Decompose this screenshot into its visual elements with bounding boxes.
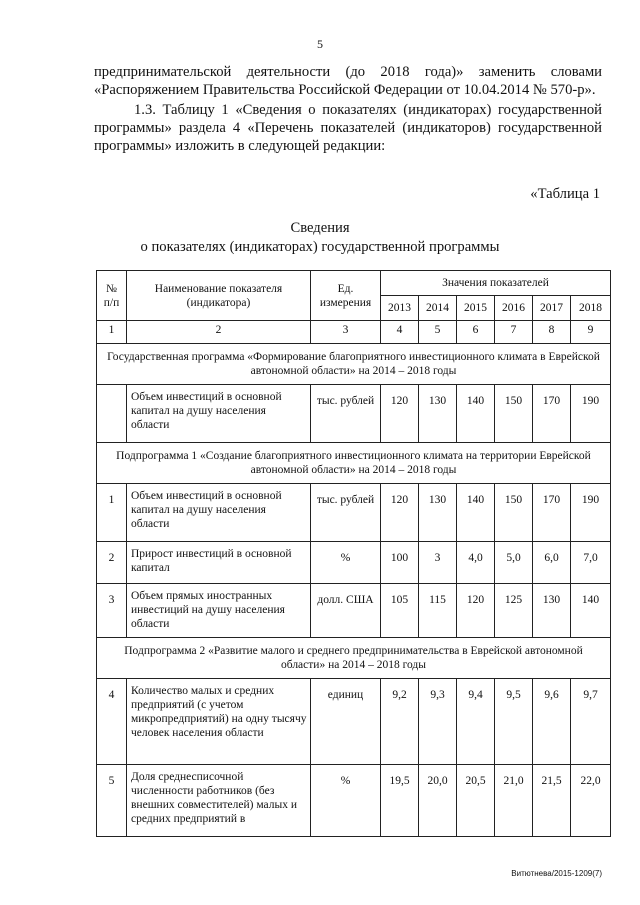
column-number: 2 [127, 321, 311, 344]
indicator-name: Объем инвестиций в основной капитал на душу населения области [127, 484, 311, 542]
table-row [97, 584, 611, 638]
header-year: 2016 [495, 296, 533, 321]
section-title-subprogram-1: Подпрограмма 1 «Создание благоприятного инвестиционного климата на территории Еврейской автономной области» на 2014 – 2018 годы [97, 443, 611, 484]
value-cell: 140 [457, 385, 495, 443]
caption-line-1: Сведения [290, 220, 350, 236]
indicator-unit: тыс. рублей [311, 484, 381, 542]
row-number: 4 [97, 679, 127, 765]
section-row-subprogram-1 [97, 443, 611, 484]
value-cell: 115 [419, 584, 457, 638]
value-cell: 120 [381, 385, 419, 443]
header-row-1 [97, 271, 611, 296]
column-number: 7 [495, 321, 533, 344]
value-cell: 190 [571, 484, 611, 542]
value-cell: 20,0 [419, 765, 457, 837]
value-cell: 140 [571, 584, 611, 638]
value-cell: 150 [495, 484, 533, 542]
table-row [97, 765, 611, 837]
header-name: Наименование показателя (индикатора) [127, 271, 311, 321]
table-row [97, 484, 611, 542]
value-cell: 130 [419, 484, 457, 542]
value-cell: 9,2 [381, 679, 419, 765]
value-cell: 170 [533, 385, 571, 443]
value-cell: 21,0 [495, 765, 533, 837]
value-cell: 19,5 [381, 765, 419, 837]
value-cell: 150 [495, 385, 533, 443]
header-year: 2017 [533, 296, 571, 321]
indicators-table [96, 270, 611, 837]
column-number: 9 [571, 321, 611, 344]
indicator-name: Количество малых и средних предприятий (с учетом микропредприятий) на одну тысячу человек населения области [127, 679, 311, 765]
row-number: 1 [97, 484, 127, 542]
indicator-name: Доля среднесписочной численности работников (без внешних совместителей) малых и средних предприятий в [127, 765, 311, 837]
header-year: 2015 [457, 296, 495, 321]
section-row-subprogram-2 [97, 638, 611, 679]
indicator-unit: тыс. рублей [311, 385, 381, 443]
value-cell: 105 [381, 584, 419, 638]
value-cell: 140 [457, 484, 495, 542]
indicator-unit: % [311, 765, 381, 837]
value-cell: 7,0 [571, 542, 611, 584]
table-caption [0, 219, 640, 257]
value-cell: 3 [419, 542, 457, 584]
body-text [94, 63, 602, 155]
indicator-name: Прирост инвестиций в основной капитал [127, 542, 311, 584]
value-cell: 125 [495, 584, 533, 638]
table-row [97, 385, 611, 443]
paragraph-1: предпринимательской деятельности (до 2018 года)» заменить словами «Распоряжением Правительства Российской Федерации от 10.04.2014 № 570-р». [94, 64, 602, 98]
header-year: 2014 [419, 296, 457, 321]
indicator-unit: % [311, 542, 381, 584]
value-cell: 100 [381, 542, 419, 584]
column-number: 1 [97, 321, 127, 344]
value-cell: 130 [533, 584, 571, 638]
value-cell: 9,7 [571, 679, 611, 765]
column-number: 4 [381, 321, 419, 344]
value-cell: 9,3 [419, 679, 457, 765]
section-title-subprogram-2: Подпрограмма 2 «Развитие малого и среднего предпринимательства в Еврейской автономной области» на 2014 – 2018 годы [97, 638, 611, 679]
value-cell: 120 [457, 584, 495, 638]
header-unit: Ед. измерения [311, 271, 381, 321]
value-cell: 9,5 [495, 679, 533, 765]
value-cell: 22,0 [571, 765, 611, 837]
value-cell: 9,6 [533, 679, 571, 765]
document-footer: Витютнева/2015-1209(7) [511, 869, 602, 878]
value-cell: 21,5 [533, 765, 571, 837]
indicator-name: Объем инвестиций в основной капитал на душу населения области [127, 385, 311, 443]
table-row [97, 679, 611, 765]
value-cell: 9,4 [457, 679, 495, 765]
value-cell: 190 [571, 385, 611, 443]
header-num: № п/п [97, 271, 127, 321]
value-cell: 170 [533, 484, 571, 542]
section-row-program [97, 344, 611, 385]
value-cell: 120 [381, 484, 419, 542]
row-number: 3 [97, 584, 127, 638]
header-values: Значения показателей [381, 271, 611, 296]
table-row [97, 542, 611, 584]
row-number [97, 385, 127, 443]
header-year: 2013 [381, 296, 419, 321]
value-cell: 6,0 [533, 542, 571, 584]
column-number: 5 [419, 321, 457, 344]
value-cell: 130 [419, 385, 457, 443]
value-cell: 4,0 [457, 542, 495, 584]
section-title-program: Государственная программа «Формирование благоприятного инвестиционного климата в Еврейской автономной области» на 2014 – 2018 годы [97, 344, 611, 385]
row-number: 5 [97, 765, 127, 837]
caption-line-2: о показателях (индикаторах) государственной программы [140, 239, 500, 255]
page-number: 5 [317, 37, 323, 51]
column-number-row [97, 321, 611, 344]
paragraph-2: 1.3. Таблицу 1 «Сведения о показателях (индикаторах) государственной программы» раздела 4 «Перечень показателей (индикаторов) государственной программы» изложить в следующей редакции: [94, 102, 602, 154]
indicator-name: Объем прямых иностранных инвестиций на душу населения области [127, 584, 311, 638]
indicator-unit: долл. США [311, 584, 381, 638]
table-reference: «Таблица 1 [530, 186, 600, 202]
header-year: 2018 [571, 296, 611, 321]
indicator-unit: единиц [311, 679, 381, 765]
row-number: 2 [97, 542, 127, 584]
value-cell: 5,0 [495, 542, 533, 584]
value-cell: 20,5 [457, 765, 495, 837]
column-number: 8 [533, 321, 571, 344]
column-number: 6 [457, 321, 495, 344]
column-number: 3 [311, 321, 381, 344]
